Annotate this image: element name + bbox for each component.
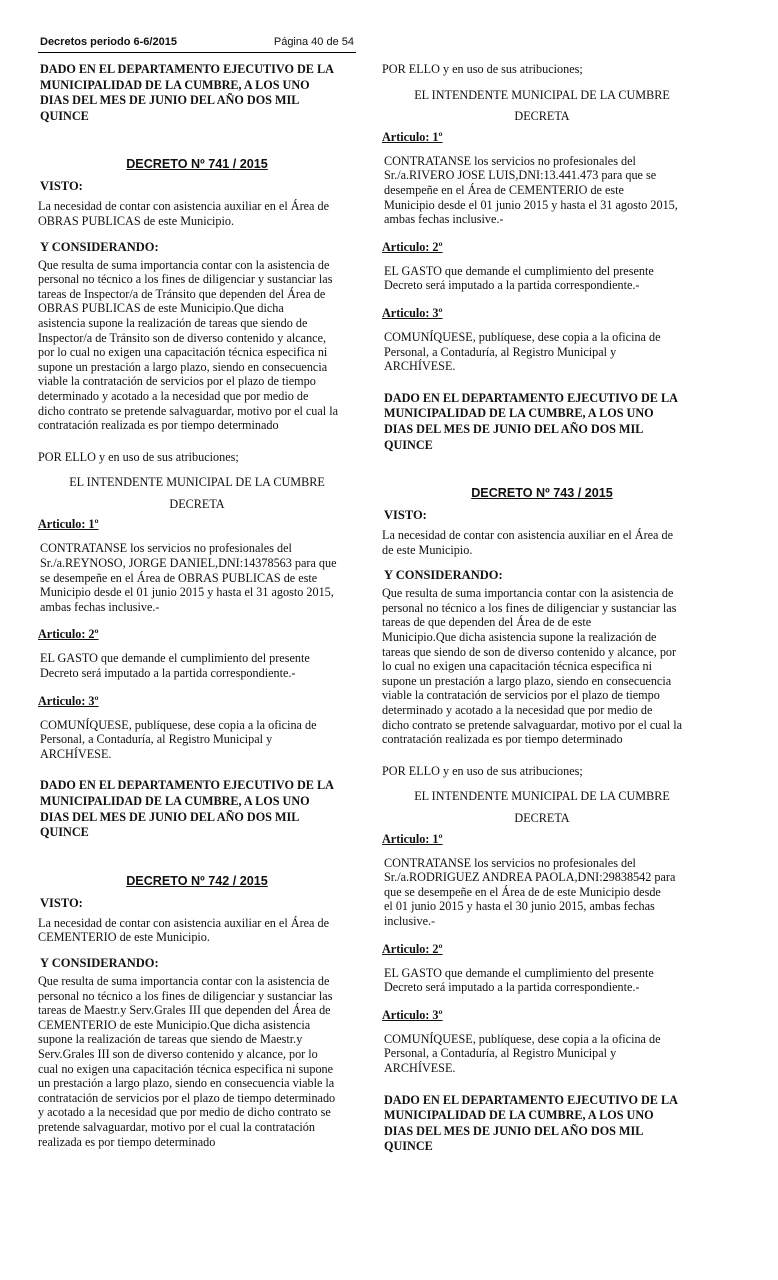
text-line: personal no técnico a los fines de diligenciar y sustanciar las (38, 272, 333, 287)
dado-block (38, 778, 356, 840)
decreto-742-continuation (382, 62, 702, 453)
text-line: La necesidad de contar con asistencia auxiliar en el Área de (382, 528, 674, 543)
dado-block (382, 1093, 702, 1155)
text-line: el 01 junio 2015 y hasta el 30 junio 2015, ambas fechas (384, 899, 655, 914)
intendente: EL INTENDENTE MUNICIPAL DE LA CUMBRE (414, 87, 670, 102)
articulo-2-label: Articulo: 2º (382, 239, 443, 254)
decreta: DECRETA (514, 811, 570, 825)
text-line: determinado y acotado a la necesidad que por medio de (382, 703, 653, 718)
articulo-3-text (382, 1032, 702, 1076)
visto-text (38, 916, 356, 945)
text-line: tareas de que dependen del Área de de este (382, 615, 592, 630)
right-column (382, 62, 702, 1155)
page-header (38, 34, 356, 53)
text-line: MUNICIPALIDAD DE LA CUMBRE, A LOS UNO (384, 406, 654, 421)
text-line: DADO EN EL DEPARTAMENTO EJECUTIVO DE LA (40, 62, 334, 76)
text-line: viable la contratación de servicios por el plazo de tiempo (382, 688, 660, 703)
text-line: supone un prestación a largo plazo, siendo en consecuencia (38, 359, 328, 374)
text-line: y acotado a la necesidad que por medio de dicho contrato se (38, 1105, 331, 1120)
decreta: DECRETA (169, 496, 225, 511)
text-line: inclusive.- (384, 913, 436, 928)
visto-text (382, 528, 702, 557)
articulo-1-text (382, 154, 702, 227)
text-line: CONTRATANSE los servicios no profesionales del (40, 541, 292, 556)
decreto-title: DECRETO Nº 742 / 2015 (126, 873, 268, 888)
text-line: pretende salvaguardar, motivo por el cual la contratación (38, 1119, 315, 1134)
text-line: Decreto será imputado a la partida correspondiente.- (384, 980, 640, 995)
text-line: se desempeñe en el Área de OBRAS PUBLICAS de este (40, 570, 318, 585)
text-line: Que resulta de suma importancia contar con la asistencia de (38, 257, 330, 272)
text-line: Inspector/a de Tránsito son de diverso contenido y alcance, (38, 330, 327, 345)
text-line: supone la realización de tareas que siendo de Maestr.y (38, 1032, 303, 1047)
text-line: DADO EN EL DEPARTAMENTO EJECUTIVO DE LA (40, 778, 334, 793)
text-line: QUINCE (40, 108, 89, 123)
decreto-title: DECRETO Nº 743 / 2015 (471, 486, 613, 501)
articulo-3-text (38, 718, 356, 762)
text-line: ARCHÍVESE. (40, 746, 112, 761)
header-period: Decretos periodo 6-6/2015 (40, 36, 177, 48)
left-column (38, 62, 356, 1149)
text-line: Que resulta de suma importancia contar con la asistencia de (382, 586, 674, 601)
text-line: de este Municipio. (382, 542, 473, 557)
text-line: COMUNÍQUESE, publíquese, dese copia a la oficina de (40, 717, 317, 732)
considerando-label: Y CONSIDERANDO: (40, 955, 159, 970)
text-line: Sr./a.REYNOSO, JORGE DANIEL,DNI:14378563 para que (40, 556, 337, 571)
text-line: Municipio desde el 01 junio 2015 y hasta el 31 agosto 2015, (384, 197, 678, 212)
visto-label: VISTO: (40, 179, 83, 194)
considerando-label: Y CONSIDERANDO: (384, 568, 503, 583)
text-line: viable la contratación de servicios por el plazo de tiempo (38, 374, 316, 389)
text-line: ambas fechas inclusive.- (384, 212, 504, 227)
text-line: Municipio.Que dicha asistencia supone la realización de (382, 630, 657, 645)
text-line: Sr./a.RODRIGUEZ ANDREA PAOLA,DNI:29838542 para (384, 870, 676, 885)
text-line: DADO EN EL DEPARTAMENTO EJECUTIVO DE LA (384, 390, 678, 405)
text-line: Personal, a Contaduría, al Registro Municipal y (384, 344, 617, 359)
articulo-2-text (382, 264, 702, 293)
text-line: tareas que siendo de son de diverso contenido y alcance, por (382, 644, 677, 659)
articulo-2-label: Articulo: 2º (38, 627, 99, 642)
articulo-2-text (382, 966, 702, 995)
articulo-1-label: Articulo: 1º (382, 831, 443, 846)
text-line: CEMENTERIO de este Municipio.Que dicha asistencia (38, 1017, 311, 1032)
text-line: OBRAS PUBLICAS de este Municipio.Que dicha (38, 301, 284, 316)
text-line: QUINCE (384, 1139, 433, 1154)
text-line: Municipio desde el 01 junio 2015 y hasta el 31 agosto 2015, (40, 585, 334, 600)
text-line: dicho contrato se pretende salvaguardar, motivo por el cual la (382, 717, 683, 732)
articulo-3-label: Articulo: 3º (382, 305, 443, 320)
text-line: desempeñe en el Área de CEMENTERIO de este (384, 182, 624, 197)
decreto-741 (38, 157, 356, 840)
text-line: DIAS DEL MES DE JUNIO DEL AÑO DOS MIL (384, 421, 644, 436)
text-line: La necesidad de contar con asistencia auxiliar en el Área de (38, 915, 330, 930)
text-line: CONTRATANSE los servicios no profesionales del (384, 855, 636, 870)
text-line: Decreto será imputado a la partida correspondiente.- (384, 278, 640, 293)
text-line: ambas fechas inclusive.- (40, 599, 160, 614)
text-line: ARCHÍVESE. (384, 359, 456, 374)
text-line: QUINCE (40, 825, 89, 840)
intendente: EL INTENDENTE MUNICIPAL DE LA CUMBRE (69, 475, 325, 490)
por-ello: POR ELLO y en uso de sus atribuciones; (382, 62, 583, 76)
text-line: contratación realizada es por tiempo determinado (38, 418, 279, 433)
decreto-742 (38, 874, 356, 1149)
text-line: Que resulta de suma importancia contar con la asistencia de (38, 973, 330, 988)
visto-label: VISTO: (40, 895, 83, 910)
text-line: Serv.Grales III son de diverso contenido y alcance, por lo (38, 1046, 318, 1061)
text-line: EL GASTO que demande el cumplimiento del presente (384, 263, 654, 278)
text-line: Personal, a Contaduría, al Registro Municipal y (40, 732, 273, 747)
text-line: Decreto será imputado a la partida correspondiente.- (40, 666, 296, 681)
text-line: CONTRATANSE los servicios no profesionales del (384, 153, 636, 168)
text-line: cual no exigen una capacitación técnica especifica ni supone (38, 1061, 334, 1076)
dado-block (38, 62, 356, 124)
articulo-3-label: Articulo: 3º (382, 1007, 443, 1022)
decreto-743 (382, 486, 702, 1155)
por-ello: POR ELLO y en uso de sus atribuciones; (38, 449, 239, 464)
text-line: tareas de Inspector/a de Tránsito que dependen del Área de (38, 286, 326, 301)
text-line: lo cual no exigen una capacitación técnica especifica ni (382, 659, 653, 674)
text-line: ARCHÍVESE. (384, 1060, 456, 1075)
text-line: CEMENTERIO de este Municipio. (38, 930, 210, 945)
articulo-3-label: Articulo: 3º (38, 693, 99, 708)
text-line: DIAS DEL MES DE JUNIO DEL AÑO DOS MIL (40, 93, 300, 108)
articulo-2-label: Articulo: 2º (382, 941, 443, 956)
por-ello: POR ELLO y en uso de sus atribuciones; (382, 763, 583, 778)
text-line: asistencia supone la realización de tareas que siendo de (38, 315, 308, 330)
text-line: realizada es por tiempo determinado (38, 1134, 216, 1149)
decreta: DECRETA (514, 109, 570, 124)
considerando-text (382, 586, 702, 747)
text-line: DIAS DEL MES DE JUNIO DEL AÑO DOS MIL (384, 1123, 644, 1138)
visto-text (38, 199, 356, 228)
decreto-title: DECRETO Nº 741 / 2015 (126, 157, 268, 172)
text-line: La necesidad de contar con asistencia auxiliar en el Área de (38, 199, 330, 214)
considerando-text (38, 974, 356, 1149)
text-line: MUNICIPALIDAD DE LA CUMBRE, A LOS UNO (40, 794, 310, 808)
text-line: personal no técnico a los fines de diligenciar y sustanciar las (38, 988, 333, 1003)
text-line: DADO EN EL DEPARTAMENTO EJECUTIVO DE LA (384, 1092, 678, 1107)
visto-label: VISTO: (384, 508, 427, 523)
text-line: supone un prestación a largo plazo, siendo en consecuencia (382, 673, 672, 688)
text-line: contratación realizada es por tiempo determinado (382, 732, 623, 747)
text-line: QUINCE (384, 437, 433, 452)
articulo-1-text (38, 541, 356, 614)
text-line: MUNICIPALIDAD DE LA CUMBRE, A LOS UNO (40, 77, 310, 92)
text-line: MUNICIPALIDAD DE LA CUMBRE, A LOS UNO (384, 1108, 654, 1123)
intendente: EL INTENDENTE MUNICIPAL DE LA CUMBRE (414, 789, 670, 804)
text-line: determinado y acotado a la necesidad que por medio de (38, 388, 309, 403)
articulo-2-text (38, 651, 356, 680)
text-line: que se desempeñe en el Área de de este Municipio desde (384, 884, 661, 899)
articulo-3-text (382, 330, 702, 374)
text-line: EL GASTO que demande el cumplimiento del presente (40, 651, 310, 666)
text-line: personal no técnico a los fines de diligenciar y sustanciar las (382, 600, 677, 615)
dado-block (382, 391, 702, 453)
text-line: COMUNÍQUESE, publíquese, dese copia a la oficina de (384, 1031, 661, 1046)
text-line: DIAS DEL MES DE JUNIO DEL AÑO DOS MIL (40, 809, 300, 824)
text-line: Personal, a Contaduría, al Registro Municipal y (384, 1046, 617, 1061)
text-line: tareas de Maestr.y Serv.Grales III que dependen del Área de (38, 1003, 331, 1018)
text-line: por lo cual no exigen una capacitación técnica especifica ni (38, 345, 328, 360)
text-line: dicho contrato se pretende salvaguardar, motivo por el cual la (38, 403, 339, 418)
considerando-label: Y CONSIDERANDO: (40, 239, 159, 254)
text-line: un prestación a largo plazo, siendo en consecuencia viable la (38, 1076, 335, 1091)
text-line: COMUNÍQUESE, publíquese, dese copia a la oficina de (384, 329, 661, 344)
considerando-text (38, 258, 356, 433)
articulo-1-label: Articulo: 1º (382, 129, 443, 144)
text-line: OBRAS PUBLICAS de este Municipio. (38, 213, 235, 228)
header-page-number: Página 40 de 54 (273, 36, 354, 48)
text-line: Sr./a.RIVERO JOSE LUIS,DNI:13.441.473 para que se (384, 168, 657, 183)
text-line: contratación de servicios por el plazo de tiempo determinado (38, 1090, 336, 1105)
text-line: EL GASTO que demande el cumplimiento del presente (384, 965, 654, 980)
articulo-1-label: Articulo: 1º (38, 517, 99, 532)
articulo-1-text (382, 856, 702, 929)
